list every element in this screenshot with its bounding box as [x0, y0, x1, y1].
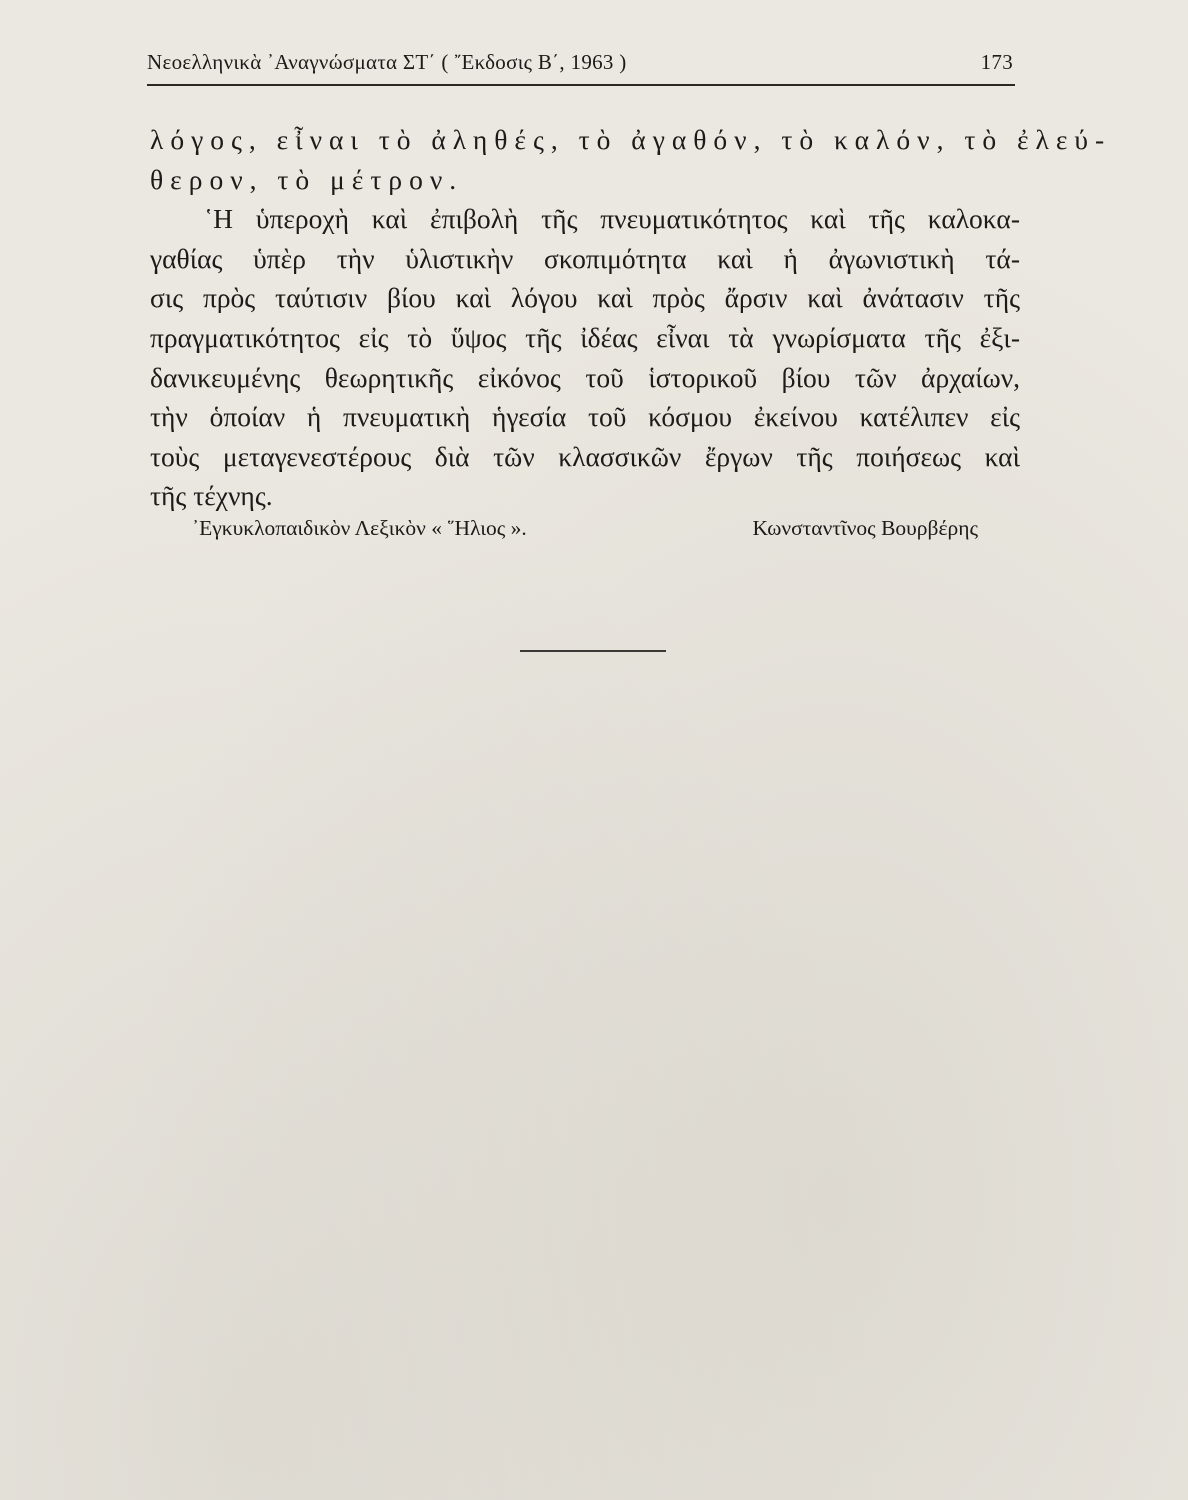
text-line: θερον, τὸ μέτρον.	[150, 163, 464, 195]
text-line: ῾Η ὑπεροχὴ καὶ ἐπιβολὴ τῆς πνευματικότητος καὶ τῆς καλοκα-	[204, 203, 1020, 235]
body-paragraphs	[150, 120, 1112, 516]
header-rule	[147, 84, 1015, 86]
text-line: δανικευμένης θεωρητικῆς εἰκόνος τοῦ ἱστορικοῦ βίου τῶν ἀρχαίων,	[150, 361, 1020, 393]
page-header	[147, 46, 1015, 80]
source-citation: ᾿Εγκυκλοπαιδικὸν Λεξικὸν « ῞Ηλιος ».	[192, 516, 527, 540]
text-line: τοὺς μεταγενεστέρους διὰ τῶν κλασσικῶν ἔργων τῆς ποιήσεως καὶ	[150, 440, 1020, 472]
text-line: τὴν ὁποίαν ἡ πνευματικὴ ἡγεσία τοῦ κόσμου ἐκείνου κατέλιπεν εἰς	[150, 401, 1020, 433]
author-name: Κωνσταντῖνος Βουρβέρης	[752, 516, 978, 540]
text-line: λόγος, εἶναι τὸ ἀληθές, τὸ ἀγαθόν, τὸ καλόν, τὸ ἐλεύ-	[150, 124, 1112, 155]
text-line: γαθίας ὑπὲρ τὴν ὑλιστικὴν σκοπιμότητα καὶ ἡ ἀγωνιστικὴ τά-	[150, 242, 1020, 274]
end-rule	[520, 650, 666, 652]
text-line: τῆς τέχνης.	[150, 480, 273, 512]
running-title: Νεοελληνικὰ ᾿Αναγνώσματα ΣΤ΄ ( ῎Εκδοσις Β΄, 1963 )	[147, 50, 627, 74]
source-attribution	[192, 510, 978, 546]
page-number: 173	[980, 50, 1013, 74]
text-line: πραγματικότητος εἰς τὸ ὕψος τῆς ἰδέας εἶναι τὰ γνωρίσματα τῆς ἐξι-	[150, 321, 1020, 353]
text-line: σις πρὸς ταύτισιν βίου καὶ λόγου καὶ πρὸς ἄρσιν καὶ ἀνάτασιν τῆς	[150, 282, 1020, 314]
